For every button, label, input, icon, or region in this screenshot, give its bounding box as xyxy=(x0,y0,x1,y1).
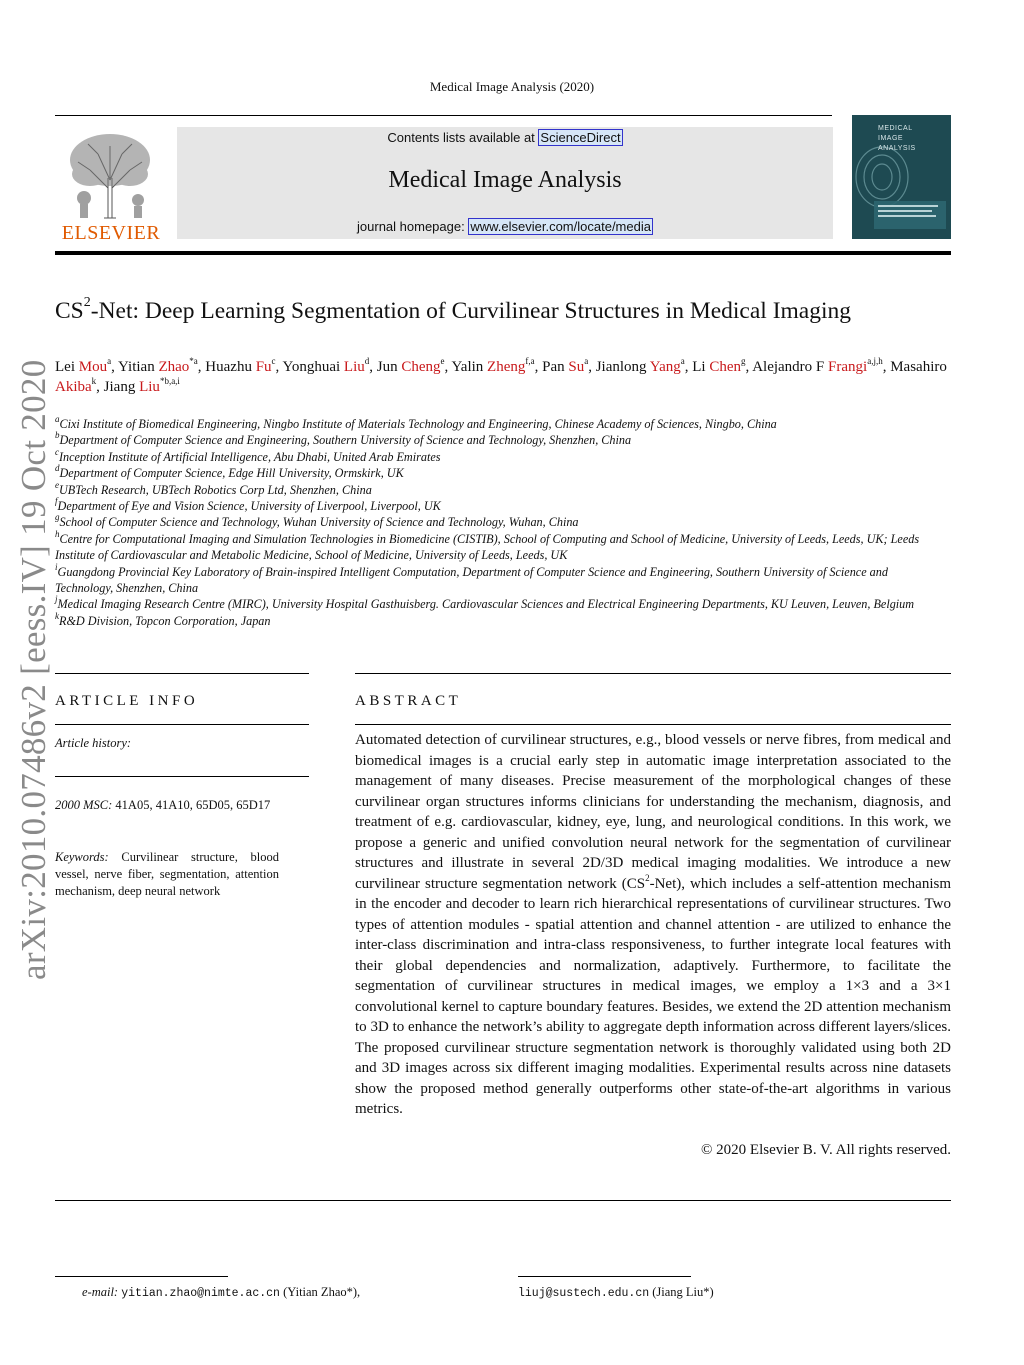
footnote-rule-right xyxy=(518,1276,691,1277)
email-2-name: (Jiang Liu*) xyxy=(649,1285,714,1299)
affiliation-text: Department of Computer Science, Edge Hill University, Ormskirk, UK xyxy=(59,466,404,481)
author-sup: d xyxy=(364,356,370,366)
author xyxy=(595,356,693,375)
affiliation xyxy=(55,596,935,612)
elsevier-tree-logo xyxy=(60,128,160,220)
author xyxy=(692,356,753,375)
abstract-top-rule xyxy=(355,673,951,674)
abstract-text xyxy=(355,730,951,1120)
footnote-rule-left xyxy=(55,1276,228,1277)
author-sep: , xyxy=(275,359,283,375)
affiliation xyxy=(55,561,935,597)
copyright-line: © 2020 Elsevier B. V. All rights reserved. xyxy=(701,1142,951,1158)
running-head: Medical Image Analysis (2020) xyxy=(429,79,595,94)
author-sup: e xyxy=(440,356,445,366)
author-sep: , xyxy=(444,359,452,375)
affiliation xyxy=(55,446,935,465)
author-sep: , xyxy=(534,359,543,375)
author-sep: , xyxy=(882,359,891,375)
author xyxy=(118,356,206,375)
abstract-heading: ABSTRACT xyxy=(355,693,462,709)
title-post: -Net: Deep Learning Segmentation of Curvilinear Structures in Medical Imaging xyxy=(90,298,852,324)
homepage-link[interactable]: www.elsevier.com/locate/media xyxy=(470,219,651,234)
author-first: Pan xyxy=(542,359,569,375)
affiliation-key: c xyxy=(55,446,59,457)
article-history-label: Article history: xyxy=(55,736,132,750)
affiliation xyxy=(55,432,935,448)
contents-prefix: Contents lists available at xyxy=(387,130,539,145)
author-sup: *b,a,i xyxy=(159,376,180,386)
affiliation-key: j xyxy=(55,594,58,605)
author xyxy=(103,376,180,395)
author xyxy=(205,356,283,375)
affiliation xyxy=(55,495,935,514)
author-sep: , xyxy=(588,359,596,375)
author xyxy=(451,356,543,375)
author-sep: , xyxy=(369,359,377,375)
author-list xyxy=(55,357,955,397)
affiliation xyxy=(55,465,935,481)
affiliation-text: Inception Institute of Artificial Intelligence, Abu Dhabi, United Arab Emirates xyxy=(59,449,441,464)
abstract-text-pre: Automated detection of curvilinear structures, e.g., blood vessels or nerve fibres, from medical and biomedical images is a crucial early step in automatic image interpretation associated to the management of many diseases. Precise measurement of the morphological changes of these curvilinear organ structures informs clinicians for understanding the mechanism, diagnosis, and treatment of e.g. cardiovascular, kidney, eye, lung, and neurological conditions. In this work, we propose a generic and unified convolution neural network for the segmentation of curvilinear structures and illustrate in several 2D/3D medical imaging modalities. We introduce a new curvilinear structure segmentation network (CS xyxy=(355,732,951,892)
journal-name: Medical Image Analysis xyxy=(388,167,622,193)
author-first: Yalin xyxy=(451,359,488,375)
author-link[interactable]: Liu xyxy=(139,379,160,395)
msc-label: 2000 MSC: xyxy=(55,798,113,812)
footnote-email-1 xyxy=(82,1285,360,1300)
author-first: Alejandro F xyxy=(752,359,829,375)
affiliation-text: Medical Imaging Research Centre (MIRC), University Hospital Gasthuisberg. Cardiovascular Sciences and Electrical Engineering Departments, KU Leuven, Leuven, Belgium xyxy=(57,597,915,612)
sciencedirect-link[interactable]: ScienceDirect xyxy=(540,130,621,145)
affiliation xyxy=(55,610,935,629)
msc-block xyxy=(55,797,307,814)
affiliation-text: R&D Division, Topcon Corporation, Japan xyxy=(59,613,271,628)
email-1-link[interactable]: yitian.zhao@nimte.ac.cn xyxy=(121,1287,280,1300)
author xyxy=(282,356,377,375)
author-first: Jiang xyxy=(103,379,140,395)
abstract-text-sup: 2 xyxy=(645,872,650,883)
article-info-top-rule xyxy=(55,673,309,674)
article-history-rule xyxy=(55,776,309,777)
abstract-text-post: -Net), which includes a self-attention mechanism in the encoder and decoder to learn rich hierarchical representations of curvilinear structures. Two types of attention modules - spatial attention and channel attention - are utilized to enhance the inter-class discrimination and intra-class responsiveness, to further integrate local features with their global dependencies and normalization, adaptively. Furthermore, to facilitate the segmentation of curvilinear structures in medical images, we employ a 1×3 and a 3×1 convolutional kernel to capture boundary features. Besides, we extend the 2D attention mechanism to 3D to enhance the network’s ability to aggregate depth information across different layers/slices. The proposed curvilinear structure segmentation network is thoroughly validated using both 2D and 3D images across six different imaging modalities. Experimental results across nine datasets show the proposed method generally outperforms other state-of-the-art algorithms in various metrics. xyxy=(355,875,951,1117)
footnote-email-2 xyxy=(518,1285,714,1300)
affiliation-key: f xyxy=(55,495,58,506)
affiliation-text: Centre for Computational Imaging and Simulation Technologies in Biomedicine (CISTIB), School of Computing and School of Medicine, University of Leeds, Leeds, UK; Leeds Institute of Cardiovascular and Metabolic Medicine, School of Medicine, University of Leeds, Leeds, UK xyxy=(55,531,920,563)
abstract-bottom-rule xyxy=(55,1200,951,1201)
cover-title-line-2: IMAGE xyxy=(878,135,904,142)
author xyxy=(542,356,596,375)
author-link[interactable]: Cheng xyxy=(401,359,441,375)
affiliation-key: a xyxy=(55,413,60,424)
affiliation xyxy=(55,514,935,530)
email-1-name: (Yitian Zhao*), xyxy=(279,1285,361,1299)
homepage-line xyxy=(177,219,833,234)
affiliation-text: School of Computer Science and Technology, Wuhan University of Science and Technology, Wuhan, China xyxy=(59,515,579,530)
header-top-rule xyxy=(55,115,832,116)
header-thick-rule xyxy=(55,251,951,255)
author-first: Lei xyxy=(55,359,79,375)
email-label: e-mail: xyxy=(82,1285,122,1299)
author-sup: a xyxy=(584,356,589,366)
author-first: Masahiro xyxy=(890,359,947,375)
author xyxy=(752,356,891,375)
author-sep: , xyxy=(197,359,206,375)
paper-title xyxy=(55,295,975,325)
author-first: Yonghuai xyxy=(282,359,344,375)
affiliation-key: d xyxy=(55,463,60,474)
author-sup: k xyxy=(91,376,97,386)
author-sep: , xyxy=(684,359,693,375)
cover-artwork xyxy=(852,115,951,239)
author-link[interactable]: Zhao xyxy=(158,359,190,375)
affiliation-key: k xyxy=(55,610,59,621)
author-link[interactable]: Yang xyxy=(649,359,681,375)
author-sep: , xyxy=(96,379,104,395)
author-link[interactable]: Fu xyxy=(255,359,272,375)
abstract-head-rule xyxy=(355,724,951,725)
author-sup: c xyxy=(271,356,276,366)
author-link[interactable]: Liu xyxy=(343,359,365,375)
elsevier-wordmark: ELSEVIER xyxy=(61,222,161,244)
keywords-label: Keywords: xyxy=(55,850,109,864)
author xyxy=(376,356,452,375)
article-info-heading: ARTICLE INFO xyxy=(55,693,199,709)
affiliation-key: b xyxy=(55,430,60,441)
email-2-link[interactable]: liuj@sustech.edu.cn xyxy=(518,1287,650,1300)
affiliation-key: g xyxy=(55,512,60,523)
title-pre: CS xyxy=(55,298,84,324)
affiliation-text: Department of Computer Science and Engineering, Southern University of Science and Technology, Shenzhen, China xyxy=(59,433,632,448)
msc-codes: 41A05, 41A10, 65D05, 65D17 xyxy=(112,798,271,812)
author-link[interactable]: Chen xyxy=(709,359,742,375)
author-first: Jianlong xyxy=(595,359,650,375)
cover-title-line-1: MEDICAL xyxy=(878,125,913,132)
affiliation xyxy=(55,528,935,564)
author-first: Huazhu xyxy=(205,359,256,375)
author-link[interactable]: Frangi xyxy=(828,359,868,375)
author-sup: a,j,h xyxy=(867,356,883,366)
keywords-block xyxy=(55,849,279,900)
author-sup: a xyxy=(680,356,685,366)
title-sup: 2 xyxy=(83,295,91,311)
journal-cover-image xyxy=(852,115,951,239)
affiliation-text: UBTech Research, UBTech Robotics Corp Ltd, Shenzhen, China xyxy=(59,482,372,497)
affiliation-text: Guangdong Provincial Key Laboratory of Brain-inspired Intelligent Computation, Department of Computer Science and Engineering, Southern University of Science and Technology, Shenzhen, China xyxy=(55,564,888,596)
author-link[interactable]: Su xyxy=(568,359,585,375)
author-sep: , xyxy=(745,359,753,375)
contents-line xyxy=(177,130,833,145)
affiliation-text: Cixi Institute of Biomedical Engineering, Ningbo Institute of Materials Technology and Engineering, Chinese Academy of Sciences, Ningbo, China xyxy=(59,417,777,431)
homepage-prefix: journal homepage: xyxy=(357,219,469,234)
author-link[interactable]: Akiba xyxy=(55,379,92,395)
arxiv-stamp: arXiv:2010.07486v2 [eess.IV] 19 Oct 2020 xyxy=(14,359,53,980)
affiliation xyxy=(55,413,935,432)
article-info-head-rule xyxy=(55,724,309,725)
author-sup: g xyxy=(741,356,746,366)
author-first: Li xyxy=(692,359,710,375)
author xyxy=(55,356,119,375)
affiliation-text: Department of Eye and Vision Science, University of Liverpool, Liverpool, UK xyxy=(57,499,441,514)
affiliation-key: h xyxy=(55,528,60,539)
author-sup: *a xyxy=(189,356,198,366)
author-sep: , xyxy=(111,359,119,375)
affiliation-key: i xyxy=(55,561,58,572)
affiliation-key: e xyxy=(55,479,59,490)
author-link[interactable]: Zheng xyxy=(487,359,526,375)
cover-title-line-3: ANALYSIS xyxy=(878,145,916,152)
affiliation xyxy=(55,479,935,498)
keywords-text: Curvilinear structure, blood vessel, nerve fiber, segmentation, attention mechanism, deep neural network xyxy=(55,850,279,898)
affiliation-list xyxy=(55,413,935,629)
author-sup: f,a xyxy=(525,356,535,366)
author-first: Yitian xyxy=(118,359,159,375)
author-first: Jun xyxy=(376,359,402,375)
author-sup: a xyxy=(107,356,112,366)
author-link[interactable]: Mou xyxy=(78,359,108,375)
journal-header-box xyxy=(177,127,833,239)
